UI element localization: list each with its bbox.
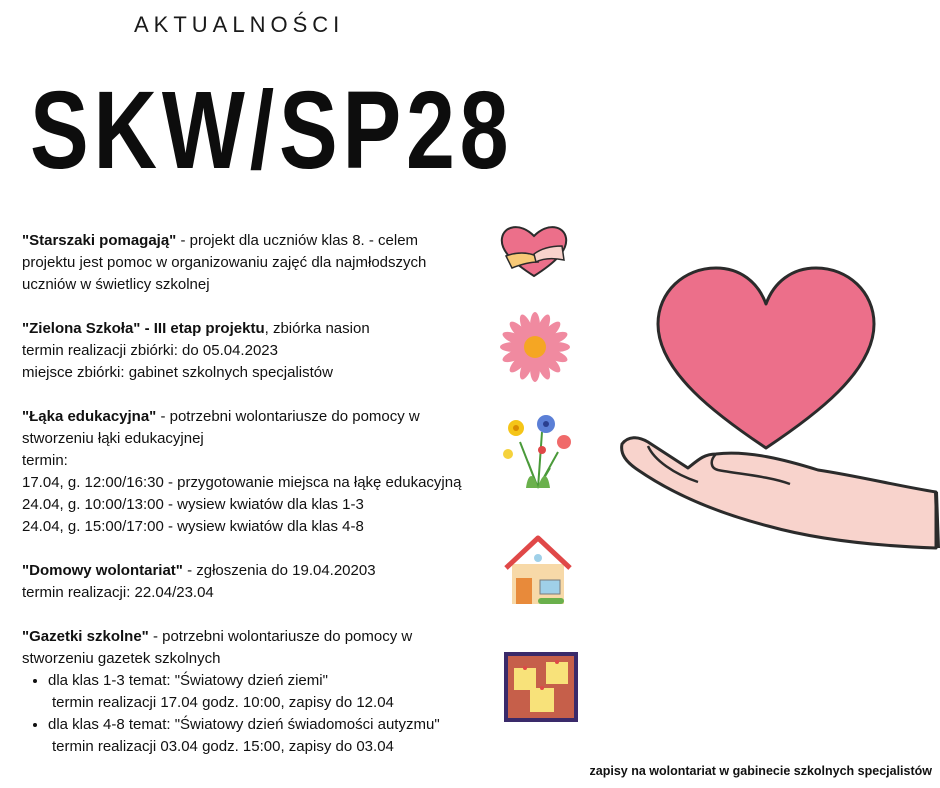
section-zielona-szkola xyxy=(22,318,502,384)
section-title: "Starszaki pomagają" xyxy=(22,232,177,249)
section-line: - potrzebni wolontariusze do pomocy w xyxy=(148,628,413,645)
wildflowers-icon xyxy=(498,412,578,490)
section-line: - zgłoszenia do 19.04.20203 xyxy=(182,562,376,579)
section-line: stworzeniu gazetek szkolnych xyxy=(22,650,221,667)
section-line: 17.04, g. 12:00/16:30 - przygotowanie miejsca na łąkę edukacyjną xyxy=(22,474,462,491)
section-line: 24.04, g. 15:00/17:00 - wysiew kwiatów dla klas 4-8 xyxy=(22,518,364,535)
section-line: projektu jest pomoc w organizowaniu zajęć dla najmłodszych xyxy=(22,254,427,271)
page-title: SKW/SP28 xyxy=(30,69,514,192)
section-line: - potrzebni wolontariusze do pomocy w xyxy=(156,408,420,425)
section-domowy-wolontariat xyxy=(22,560,502,604)
heart-shape xyxy=(658,268,874,448)
hand-shape xyxy=(622,438,936,548)
kicker-heading: AKTUALNOŚCI xyxy=(134,12,345,37)
bulletin-board-icon xyxy=(504,652,578,722)
bullet-list xyxy=(22,670,502,758)
section-line: - projekt dla uczniów klas 8. - celem xyxy=(176,232,419,249)
section-starszaki xyxy=(22,230,502,296)
section-line: , zbiórka nasion xyxy=(264,320,370,337)
section-title: "Łąka edukacyjna" xyxy=(22,408,157,425)
list-item: • dla klas 1-3 temat: "Światowy dzień ziemi" termin realizacji 17.04 godz. 10:00, zapisy do 12.04 xyxy=(48,670,502,714)
section-line: termin realizacji: 22.04/23.04 xyxy=(22,584,214,601)
list-item: • dla klas 4-8 temat: "Światowy dzień świadomości autyzmu" termin realizacji 03.04 godz. 15:00, zapisy do 03.04 xyxy=(48,714,502,758)
section-laka-edukacyjna xyxy=(22,406,502,538)
section-title: "Gazetki szkolne" xyxy=(22,628,149,645)
section-line: uczniów w świetlicy szkolnej xyxy=(22,276,210,293)
section-line: 24.04, g. 10:00/13:00 - wysiew kwiatów dla klas 1-3 xyxy=(22,496,364,513)
section-title: "Zielona Szkoła" - III etap projektu xyxy=(22,320,265,337)
footer-note: zapisy na wolontariat w gabinecie szkolnych specjalistów xyxy=(589,764,932,778)
section-line: stworzeniu łąki edukacyjnej xyxy=(22,430,204,447)
news-content xyxy=(22,230,502,780)
section-gazetki-szkolne xyxy=(22,626,502,758)
section-line: termin: xyxy=(22,452,68,469)
flower-icon xyxy=(500,312,570,382)
house-icon xyxy=(504,534,572,606)
section-line: miejsce zbiórki: gabinet szkolnych specjalistów xyxy=(22,364,333,381)
section-line: termin realizacji zbiórki: do 05.04.2023 xyxy=(22,342,278,359)
heart-hands-icon xyxy=(498,222,570,280)
heart-on-hand-illustration xyxy=(618,264,940,554)
section-title: "Domowy wolontariat" xyxy=(22,562,183,579)
